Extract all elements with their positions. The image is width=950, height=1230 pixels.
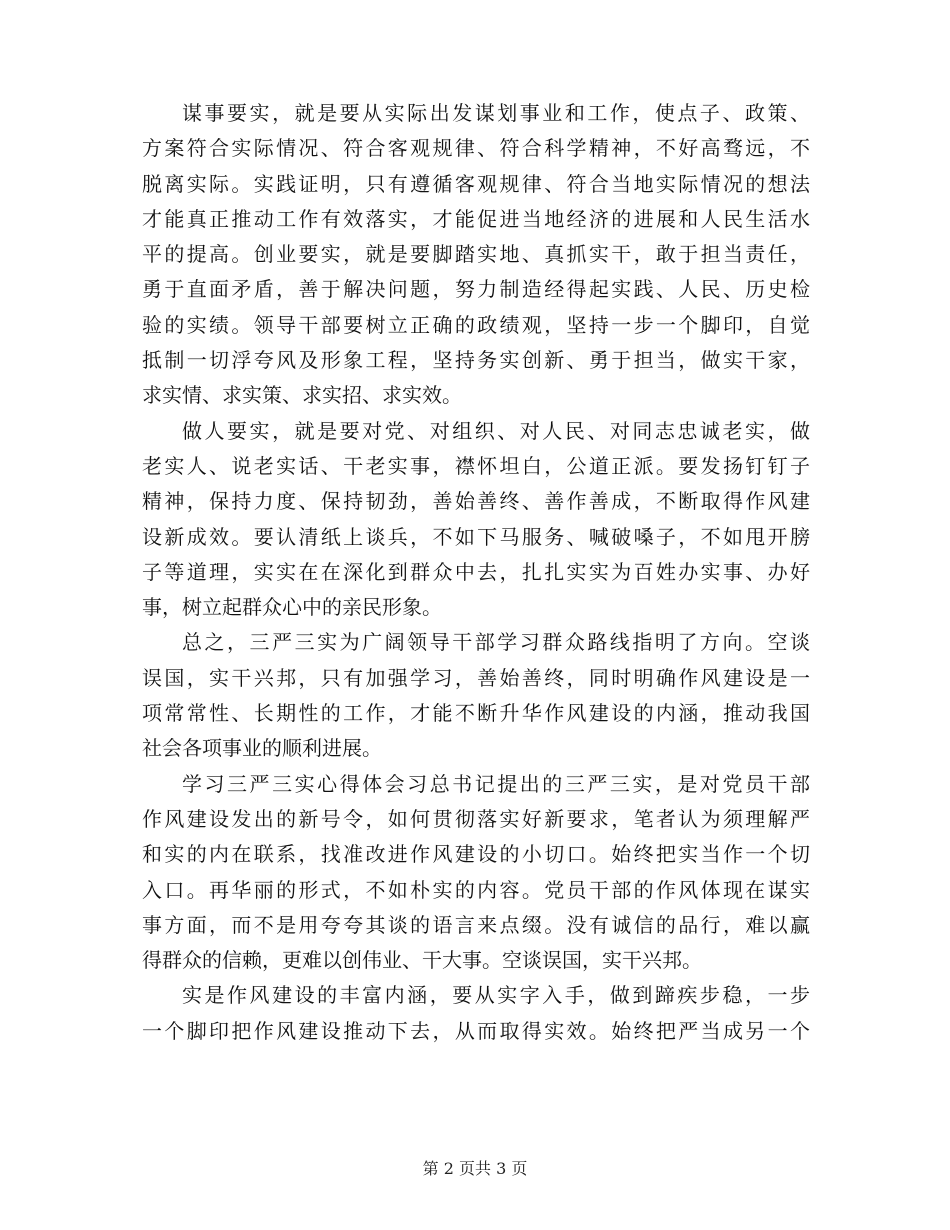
text-line: 作风建设发出的新号令，如何贯彻落实好新要求，笔者认为须理解严 (142, 806, 810, 831)
text-line: 入口。再华丽的形式，不如朴实的内容。党员干部的作风体现在谋实 (142, 877, 810, 902)
text-line: 抵制一切浮夸风及形象工程，坚持务实创新、勇于担当，做实干家， (142, 348, 810, 373)
document-body (142, 96, 810, 1049)
text-line: 社会各项事业的顺利进展。 (142, 736, 382, 761)
text-line: 勇于直面矛盾，善于解决问题，努力制造经得起实践、人民、历史检 (142, 277, 810, 302)
text-line: 得群众的信赖，更难以创伟业、干大事。空谈误国，实干兴邦。 (142, 948, 702, 973)
text-line: 事，树立起群众心中的亲民形象。 (142, 595, 442, 620)
text-line: 子等道理，实实在在深化到群众中去，扎扎实实为百姓办实事、办好 (142, 559, 810, 584)
text-line: 总之，三严三实为广阔领导干部学习群众路线指明了方向。空谈 (182, 630, 810, 655)
paragraph (142, 414, 810, 626)
text-line: 设新成效。要认清纸上谈兵，不如下马服务、喊破嗓子，不如甩开膀 (142, 524, 810, 549)
page-footer: 第 2 页共 3 页 (422, 1159, 528, 1178)
text-line: 和实的内在联系，找准改进作风建设的小切口。始终把实当作一个切 (142, 842, 810, 867)
text-line: 学习三严三实心得体会习总书记提出的三严三实，是对党员干部 (182, 771, 810, 796)
text-line: 精神，保持力度、保持韧劲，善始善终、善作善成，不断取得作风建 (142, 489, 810, 514)
text-line: 事方面，而不是用夸夸其谈的语言来点缀。没有诚信的品行，难以赢 (142, 912, 810, 937)
text-line: 老实人、说老实话、干老实事，襟怀坦白，公道正派。要发扬钉钉子 (142, 453, 810, 478)
paragraph (142, 978, 810, 1049)
paragraph (142, 96, 810, 414)
text-line: 一个脚印把作风建设推动下去，从而取得实效。始终把严当成另一个 (142, 1018, 810, 1043)
text-line: 方案符合实际情况、符合客观规律、符合科学精神，不好高骛远，不 (142, 136, 810, 161)
paragraph (142, 625, 810, 766)
text-line: 做人要实，就是要对党、对组织、对人民、对同志忠诚老实，做 (182, 418, 810, 443)
text-line: 才能真正推动工作有效落实，才能促进当地经济的进展和人民生活水 (142, 206, 810, 231)
text-line: 项常常性、长期性的工作，才能不断升华作风建设的内涵，推动我国 (142, 701, 810, 726)
text-line: 实是作风建设的丰富内涵，要从实字入手，做到蹄疾步稳，一步 (182, 983, 810, 1008)
text-line: 验的实绩。领导干部要树立正确的政绩观，坚持一步一个脚印，自觉 (142, 312, 810, 337)
text-line: 误国，实干兴邦，只有加强学习，善始善终，同时明确作风建设是一 (142, 665, 810, 690)
text-line: 平的提高。创业要实，就是要脚踏实地、真抓实干，敢于担当责任， (142, 242, 810, 267)
text-line: 脱离实际。实践证明，只有遵循客观规律、符合当地实际情况的想法 (142, 171, 810, 196)
paragraph (142, 767, 810, 979)
text-line: 谋事要实，就是要从实际出发谋划事业和工作，使点子、政策、 (182, 101, 810, 125)
text-line: 求实情、求实策、求实招、求实效。 (142, 383, 462, 408)
